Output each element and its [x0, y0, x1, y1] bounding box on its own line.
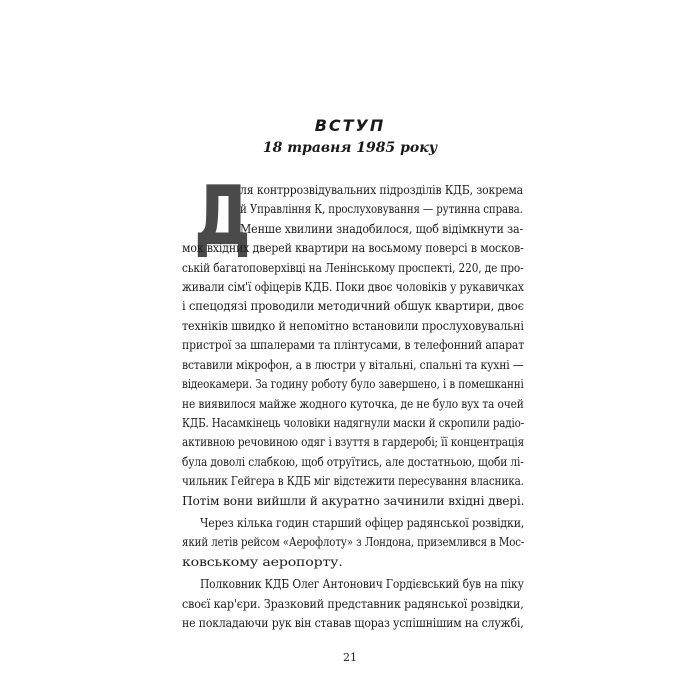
text-line: й Управління К, прослуховування — рутинна справа. — [240, 202, 523, 217]
text-line: своєї кар'єри. Зразковий представник радянської розвідки, — [182, 596, 524, 611]
text-line: відеокамери. За годину роботу було завершено, і в помешканні — [182, 377, 524, 392]
text-line: ля контррозвідувальних підрозділів КДБ, зокрема — [240, 183, 524, 197]
text-line: активною речовиною одяг і взуття в гардеробі; її концентрація — [182, 435, 525, 450]
text-line: не покладаючи рук він ставав щораз успішнішим на службі, — [182, 616, 524, 630]
chapter-date: 18 травня 1985 року — [262, 140, 438, 156]
text-line: пристрої за шпалерами та плінтусами, в телефонний апарат — [182, 338, 525, 353]
text-line: ській багатоповерхівці на Ленінському проспекті, 220, де про- — [182, 260, 524, 275]
text-line: живали сім'ї офіцерів КДБ. Поки двоє чоловіків у рукавичках — [182, 280, 524, 295]
text-line: який летів рейсом «Аерофлоту» з Лондона, приземлився в Мос- — [182, 535, 525, 550]
text-line: КДБ. Насамкінець чоловіки надягнули маски й скропили радіо- — [182, 415, 525, 430]
text-line: чильник Гейгера в КДБ міг відстежити пересування власника. — [182, 474, 524, 489]
text-line: не виявилося майже жодного куточка, де не було вух та очей — [182, 396, 524, 411]
chapter-title: ВСТУП — [314, 116, 386, 135]
text-line: була доволі слабкою, щоб отруїтись, але достатньою, щоби лі- — [182, 454, 524, 469]
drop-cap: Д — [194, 169, 250, 264]
text-line: вставили мікрофон, а в люстри у вітальні, спальні та кухні — — [182, 357, 524, 372]
page-number: 21 — [343, 651, 357, 664]
text-line: Полковник КДБ Олег Антонович Гордієвський був на піку — [200, 577, 524, 592]
text-line: техніків швидко й непомітно встановили прослуховувальні — [182, 318, 524, 333]
text-line: Потім вони вийшли й акуратно зачинили вхідні двері. — [182, 493, 525, 508]
text-line: ковському аеропорту. — [182, 554, 343, 569]
text-line: мок вхідних дверей квартири на восьмому поверсі в москов- — [182, 241, 524, 256]
text-line: Через кілька годин старший офіцер радянської розвідки, — [200, 515, 525, 530]
text-line: і спецодязі проводили методичний обшук квартири, двоє — [182, 299, 524, 314]
text-line: Менше хвилини знадобилося, щоб відімкнути за- — [240, 221, 524, 236]
